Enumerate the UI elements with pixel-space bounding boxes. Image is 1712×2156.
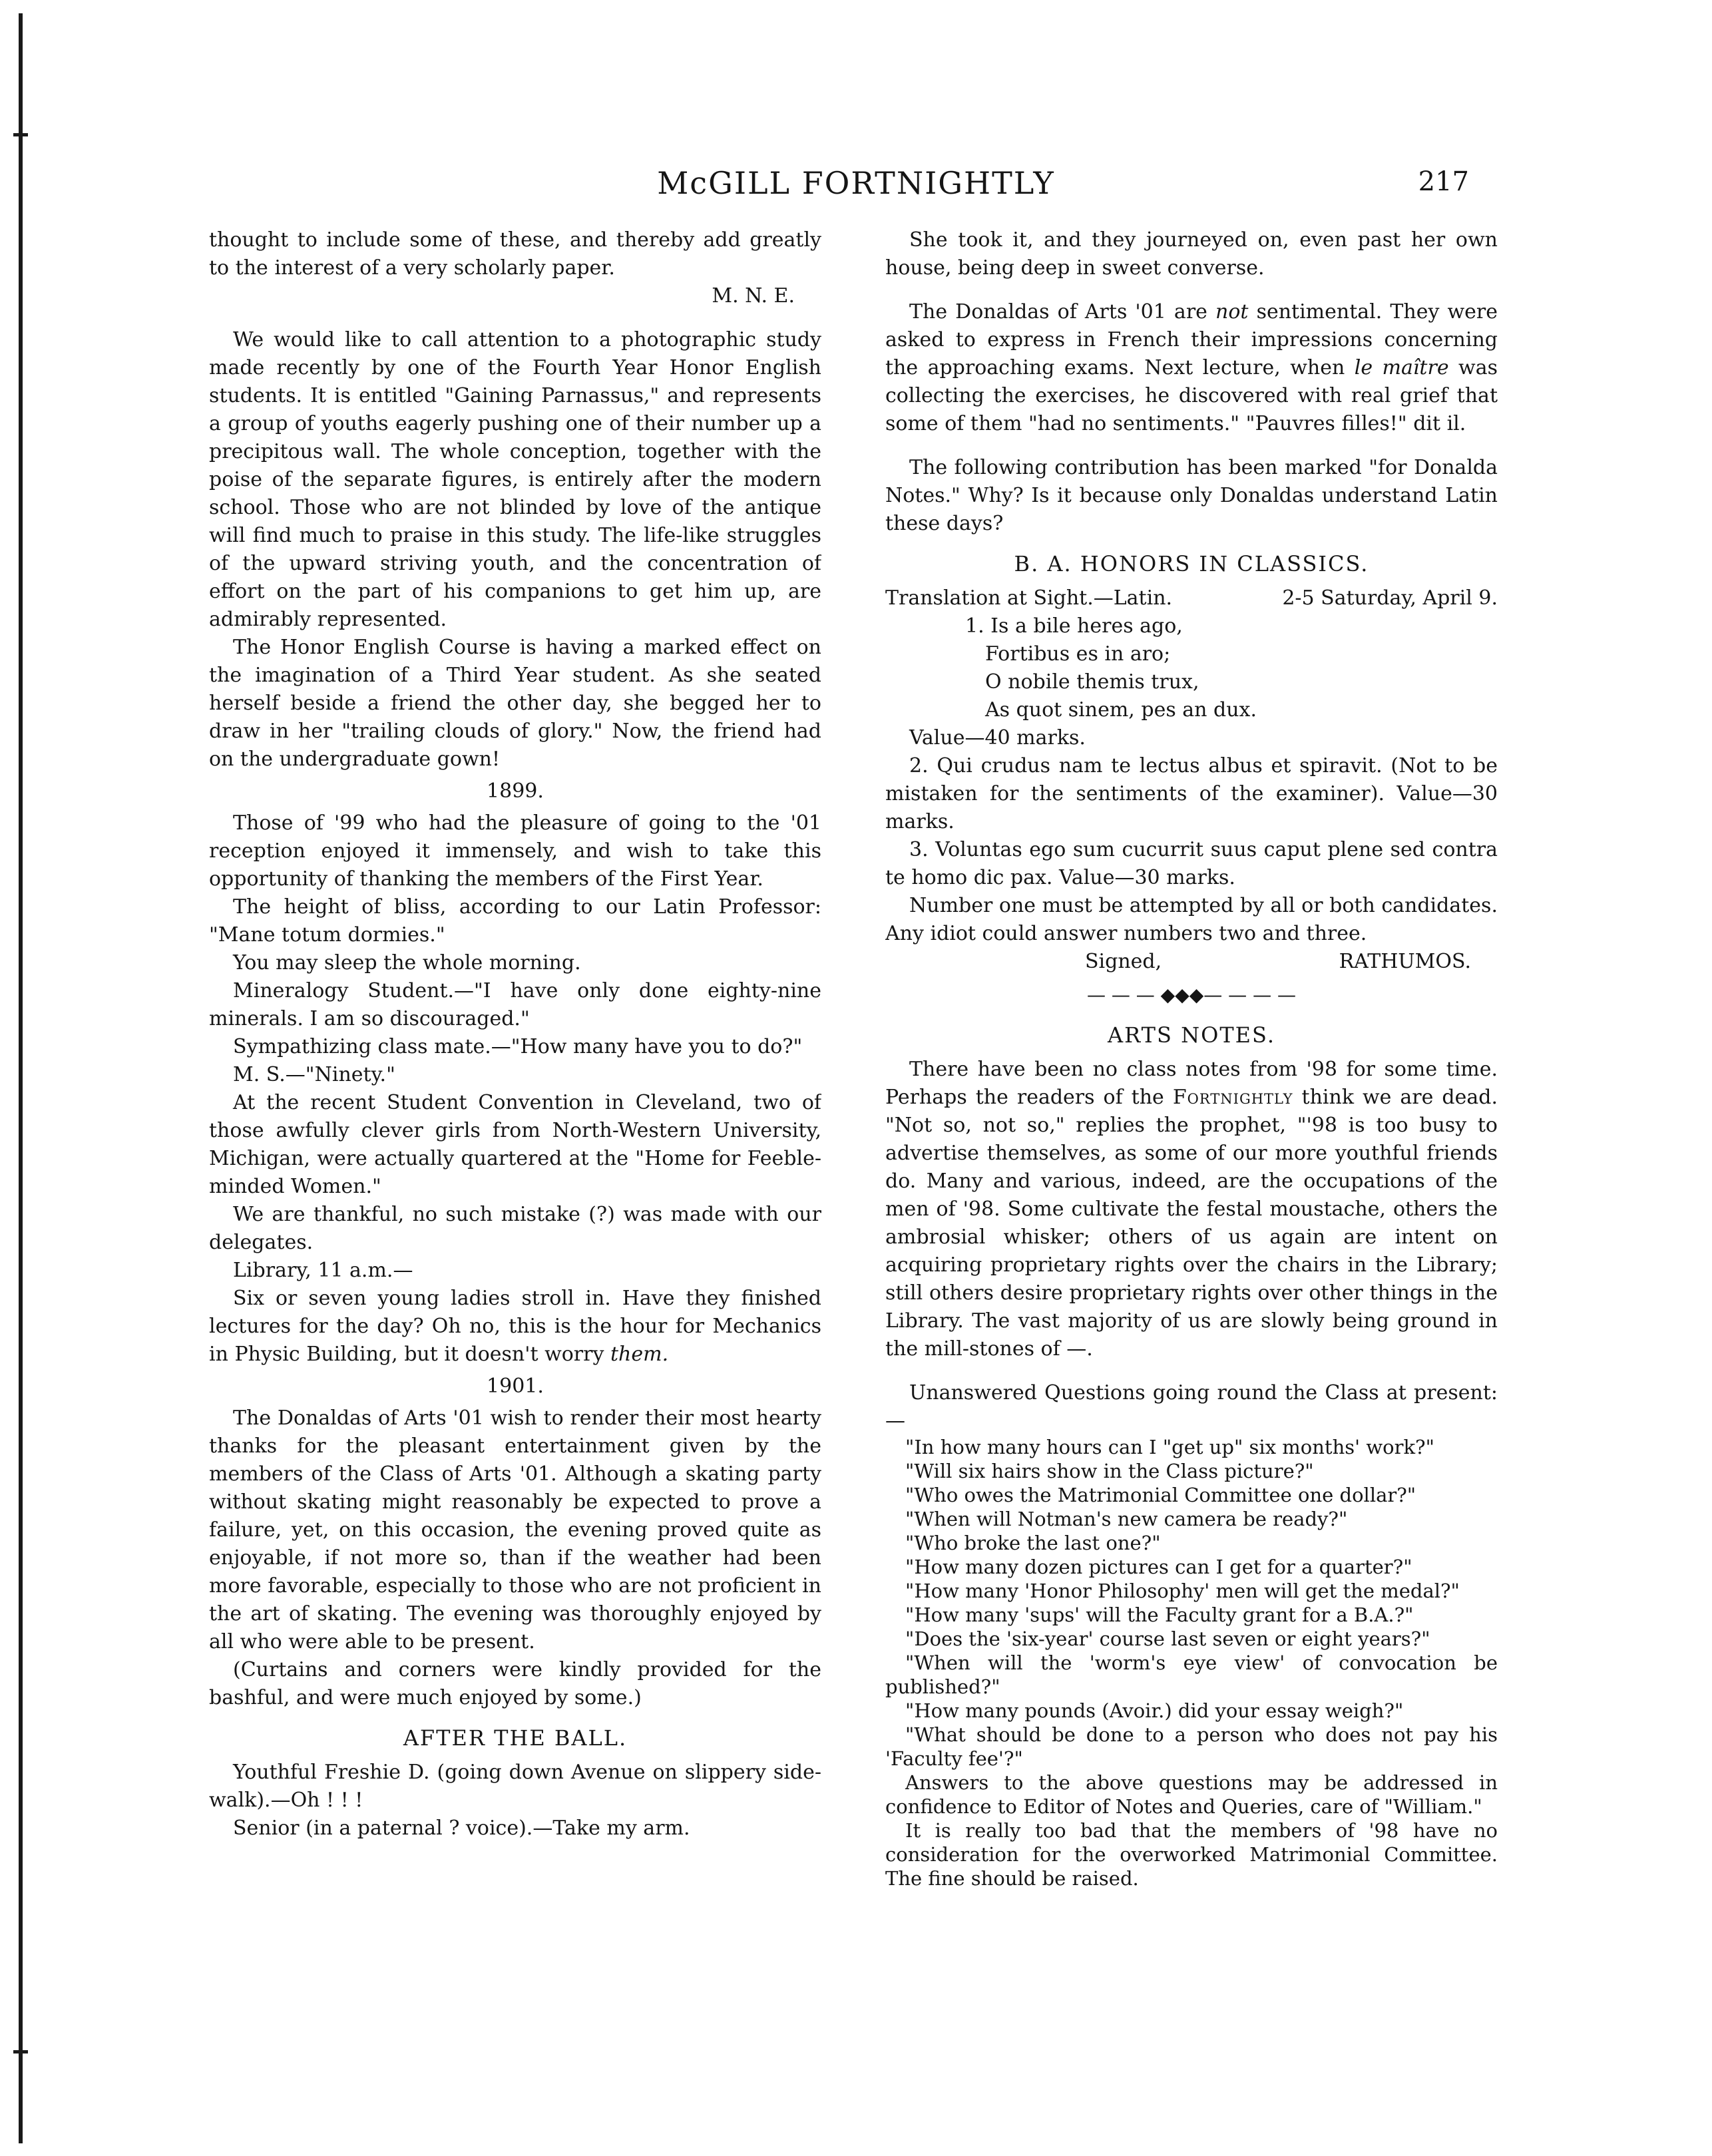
paragraph: Library, 11 a.m.— bbox=[233, 1259, 413, 1282]
paragraph: 3. Voluntas ego sum cucurrit suus caput plene sed contra te homo dic pax. Value—30 marks. bbox=[885, 838, 1498, 889]
question-item: "When will Notman's new camera be ready?" bbox=[905, 1508, 1348, 1530]
signature-line bbox=[885, 948, 1498, 976]
question-item: "Who owes the Matrimonial Committee one dollar?" bbox=[905, 1484, 1416, 1506]
left-column bbox=[209, 226, 821, 2090]
paragraph-text: Six or seven young ladies stroll in. Have they finished lectures for the day? Oh no, this is the hour for Mechanics in Physic Building, but it doesn't worry bbox=[209, 1287, 821, 1366]
verse-line: 1. Is a bile heres ago, bbox=[965, 614, 1183, 638]
question-item: "Who broke the last one?" bbox=[905, 1532, 1161, 1554]
section-year: 1899. bbox=[487, 779, 544, 803]
paragraph: It is really too bad that the members of '98 have no consideration for the overworked Matrimonial Committee. The fine should be raised. bbox=[885, 1819, 1498, 1890]
question-item: "How many dozen pictures can I get for a quarter?" bbox=[905, 1556, 1412, 1578]
paragraph-text: sentimental. They were asked to express in French their impressions concerning the approaching exams. Next lecture, when bbox=[885, 300, 1498, 379]
question-list bbox=[885, 1435, 1498, 1771]
verse-line: Fortibus es in aro; bbox=[985, 642, 1171, 666]
emphasis-text: them. bbox=[610, 1343, 669, 1366]
paragraph: Value—40 marks. bbox=[909, 726, 1086, 750]
paragraph: M. S.—"Ninety." bbox=[233, 1063, 395, 1086]
paragraph: The Honor English Course is having a marked effect on the imagination of a Third Year student. As she seated herself beside a friend the other day, she begged her to draw in her "trailing clouds of glory." Now, the friend had on the undergraduate gown! bbox=[209, 636, 821, 771]
exam-date: 2-5 Saturday, April 9. bbox=[1282, 586, 1498, 610]
paragraph: Mineralogy Student.—"I have only done eighty-nine minerals. I am so discouraged." bbox=[209, 979, 821, 1030]
emphasis-text: le maître bbox=[1354, 356, 1449, 379]
question-item: "How many 'sups' will the Faculty grant for a B.A.?" bbox=[905, 1604, 1414, 1626]
paragraph: We would like to call attention to a photographic study made recently by one of the Fourth Year Honor English students. It is entitled "Gaining Parnassus," and represents a group of youths eagerly pushing one of their number up a precipitous wall. The whole conception, together with the poise of the separate figures, is entirely after the modern school. Those who are not blinded by love of the antique will find much to praise in this study. The life-like struggles of the upward striving youth, and the concentration of effort on the part of his companions to get him up, are admirably represented. bbox=[209, 328, 821, 631]
question-item: "What should be done to a person who does not pay his 'Faculty fee'?" bbox=[885, 1723, 1498, 1770]
page-binding-edge bbox=[19, 13, 23, 2143]
paragraph: She took it, and they journeyed on, even past her own house, being deep in sweet converse. bbox=[885, 228, 1498, 280]
page-header bbox=[0, 165, 1712, 212]
emphasis-text: not bbox=[1215, 300, 1249, 323]
running-title: McGILL FORTNIGHTLY bbox=[657, 165, 1055, 201]
paragraph-text: There have been no class notes from '98 for some time. Perhaps the readers of the bbox=[885, 1058, 1498, 1109]
publication-name: Fortnightly bbox=[1172, 1086, 1293, 1109]
paragraph: Senior (in a paternal ? voice).—Take my arm. bbox=[233, 1817, 690, 1840]
paragraph: Sympathizing class mate.—"How many have you to do?" bbox=[233, 1035, 803, 1058]
paragraph: thought to include some of these, and thereby add greatly to the interest of a very scholarly paper. bbox=[209, 228, 821, 280]
exam-line bbox=[885, 584, 1498, 612]
signature: M. N. E. bbox=[712, 284, 795, 308]
binding-mark bbox=[13, 133, 28, 136]
verse-line: O nobile themis trux, bbox=[985, 670, 1199, 694]
paragraph: The height of bliss, according to our Latin Professor: "Mane totum dormies." bbox=[209, 895, 821, 947]
question-item: "Will six hairs show in the Class picture?" bbox=[905, 1460, 1314, 1482]
question-item: "How many pounds (Avoir.) did your essay weigh?" bbox=[905, 1699, 1404, 1722]
right-column bbox=[885, 226, 1498, 2090]
signed-label: Signed, bbox=[1085, 950, 1162, 973]
paragraph: Youthful Freshie D. (going down Avenue on slippery side-walk).—Oh ! ! ! bbox=[209, 1761, 821, 1812]
paragraph-text: was collecting the exercises, he discovered with real grief that some of them "had no sentiments." "Pauvres filles!" dit il. bbox=[885, 356, 1498, 435]
binding-mark bbox=[13, 2050, 28, 2053]
signer-name: RATHUMOS. bbox=[1339, 950, 1471, 973]
section-heading: AFTER THE BALL. bbox=[403, 1725, 628, 1751]
question-item: "How many 'Honor Philosophy' men will get the medal?" bbox=[905, 1580, 1460, 1602]
paragraph: At the recent Student Convention in Cleveland, two of those awfully clever girls from North-Western University, Michigan, were actually quartered at the "Home for Feeble-minded Women." bbox=[209, 1091, 821, 1198]
paragraph-text: The Donaldas of Arts '01 are bbox=[909, 300, 1207, 323]
exam-title: Translation at Sight.—Latin. bbox=[885, 586, 1173, 610]
paragraph bbox=[885, 298, 1498, 438]
paragraph: You may sleep the whole morning. bbox=[233, 951, 581, 974]
paragraph: Unanswered Questions going round the Class at present:— bbox=[885, 1381, 1498, 1432]
page-number: 217 bbox=[1418, 166, 1469, 197]
section-heading: ARTS NOTES. bbox=[1108, 1022, 1275, 1048]
question-item: "In how many hours can I "get up" six months' work?" bbox=[905, 1436, 1434, 1458]
paragraph: We are thankful, no such mistake (?) was made with our delegates. bbox=[209, 1203, 821, 1254]
paragraph: Answers to the above questions may be addressed in confidence to Editor of Notes and Queries, care of "William." bbox=[885, 1771, 1498, 1818]
paragraph: 2. Qui crudus nam te lectus albus et spiravit. (Not to be mistaken for the sentiments of the examiner). Value—30 marks. bbox=[885, 754, 1498, 833]
paragraph bbox=[209, 1285, 821, 1369]
ornament-divider: — — — ◆◆◆— — — — bbox=[1086, 984, 1296, 1006]
paragraph: Those of '99 who had the pleasure of going to the '01 reception enjoyed it immensely, and wish to take this opportunity of thanking the members of the First Year. bbox=[209, 811, 821, 891]
verse-line: As quot sinem, pes an dux. bbox=[985, 698, 1257, 722]
question-item: "Does the 'six-year' course last seven or eight years?" bbox=[905, 1627, 1430, 1650]
paragraph: The Donaldas of Arts '01 wish to render their most hearty thanks for the pleasant entertainment given by the members of the Class of Arts '01. Although a skating party without skating might reasonably be expected to prove a failure, yet, on this occasion, the evening proved quite as enjoyable, if not more so, than if the weather had been more favorable, especially to those who are not proficient in the art of skating. The evening was thoroughly enjoyed by all who were able to be present. bbox=[209, 1406, 821, 1653]
section-heading: B. A. HONORS IN CLASSICS. bbox=[1014, 551, 1369, 576]
paragraph: Number one must be attempted by all or both candidates. Any idiot could answer numbers two and three. bbox=[885, 894, 1498, 945]
question-item: "When will the 'worm's eye view' of convocation be published?" bbox=[885, 1651, 1498, 1698]
paragraph: The following contribution has been marked "for Donalda Notes." Why? Is it because only Donaldas understand Latin these days? bbox=[885, 456, 1498, 535]
paragraph: (Curtains and corners were kindly provided for the bashful, and were much enjoyed by some.) bbox=[209, 1658, 821, 1709]
paragraph-text: think we are dead. "Not so, not so," replies the prophet, "'98 is too busy to advertise themselves, as some of our more youthful friends do. Many and various, indeed, are the occupations of the men of '98. Some cultivate the festal moustache, others the ambrosial whisker; others of us again are intent on acquiring proprietary rights over the chairs in the Library; still others desire proprietary rights over other things in the Library. The vast majority of us are slowly being ground in the mill-stones of —. bbox=[885, 1086, 1498, 1361]
paragraph bbox=[885, 1056, 1498, 1363]
section-year: 1901. bbox=[487, 1375, 544, 1398]
